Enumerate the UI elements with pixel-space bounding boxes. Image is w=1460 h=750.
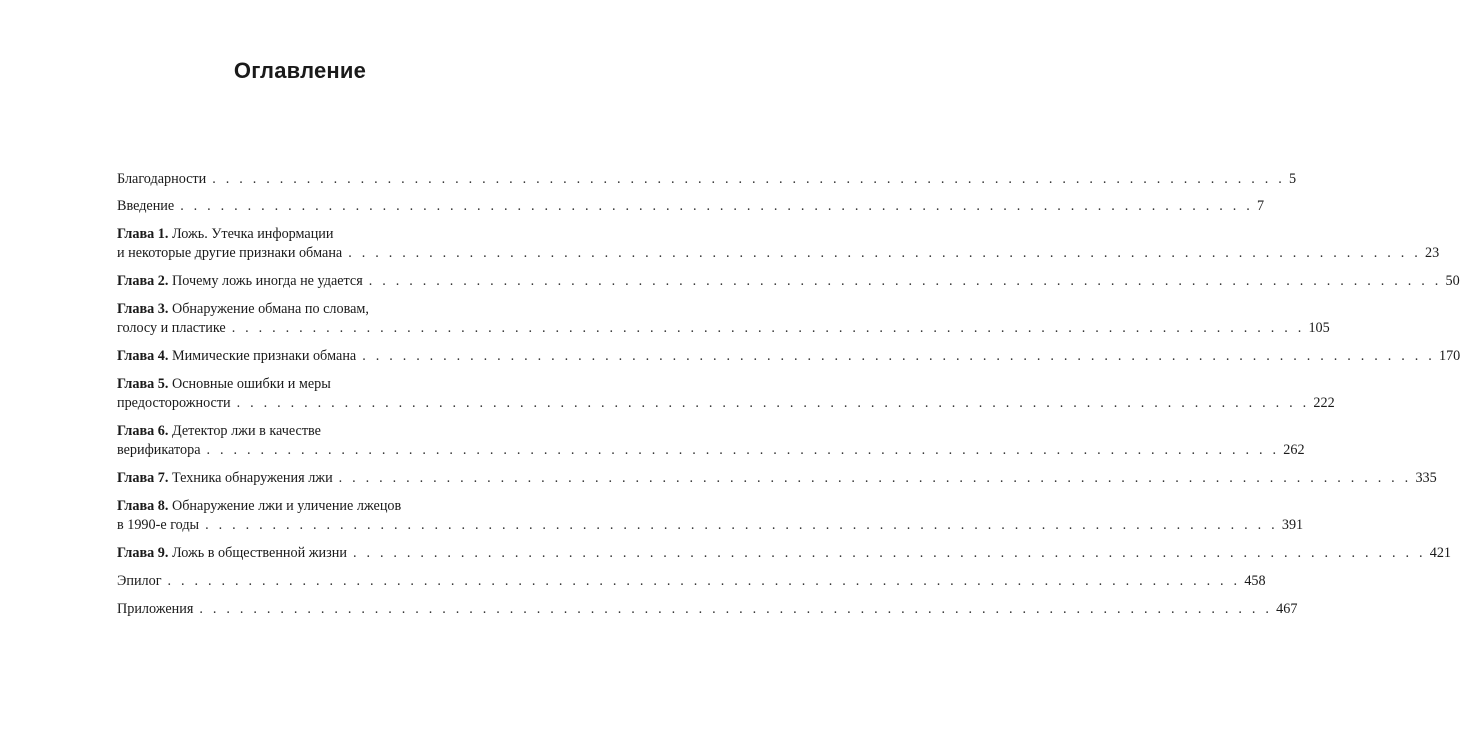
toc-line [117, 422, 470, 441]
toc-entry-title: голосу и пластике [117, 320, 226, 336]
page-number: 7 [1256, 198, 1265, 214]
toc-entry-title: предосторожности [117, 395, 231, 411]
toc-entry[interactable] [117, 600, 1298, 619]
toc-entry-title: в 1990-е годы [117, 517, 200, 533]
dot-leader: . . . . . . . . . . . . . . . . . . . . . . . . . . . . . . . . . . . . . . . . . . . . . . . . . . . . . . . . . . . . . . . . . . . . . . . . . . . . . . . . [180, 198, 1253, 214]
toc-line [117, 394, 1335, 413]
page-title: Оглавление [233, 58, 367, 83]
toc-line [117, 170, 1297, 189]
page-number: 467 [1276, 601, 1298, 617]
chapter-number: Глава 9. [117, 545, 169, 561]
page-number: 458 [1244, 573, 1266, 589]
dot-leader: . . . . . . . . . . . . . . . . . . . . . . . . . . . . . . . . . . . . . . . . . . . . . . . . . . . . . . . . . . . . . . . . . . . . . . . . . . . . . . . . [212, 171, 1285, 187]
dot-leader: . . . . . . . . . . . . . . . . . . . . . . . . . . . . . . . . . . . . . . . . . . . . . . . . . . . . . . . . . . . . . . . . . . . . . . . . . . . . . . . . [338, 470, 1412, 486]
toc-entry-title: Техника обнаружения лжи [171, 470, 333, 486]
toc-line [117, 300, 470, 319]
toc-entry[interactable] [117, 347, 1460, 366]
chapter-number: Глава 7. [117, 470, 169, 486]
page-number: 50 [1445, 273, 1460, 289]
toc-line [117, 244, 1440, 263]
toc-entry-title: верификатора [117, 442, 201, 458]
toc-line [117, 225, 470, 244]
chapter-number: Глава 2. [117, 273, 169, 289]
toc-entry-title: Основные ошибки и меры [171, 376, 331, 392]
page-number: 335 [1415, 470, 1437, 486]
toc-entry-title: Детектор лжи в качестве [171, 423, 321, 439]
dot-leader: . . . . . . . . . . . . . . . . . . . . . . . . . . . . . . . . . . . . . . . . . . . . . . . . . . . . . . . . . . . . . . . . . . . . . . . . . . . . . . . . [167, 573, 1241, 589]
chapter-number: Глава 5. [117, 376, 169, 392]
toc-line [117, 347, 1460, 366]
dot-leader: . . . . . . . . . . . . . . . . . . . . . . . . . . . . . . . . . . . . . . . . . . . . . . . . . . . . . . . . . . . . . . . . . . . . . . . . . . . . . . . . [236, 395, 1310, 411]
toc-entry-title: Ложь в общественной жизни [171, 545, 347, 561]
dot-leader: . . . . . . . . . . . . . . . . . . . . . . . . . . . . . . . . . . . . . . . . . . . . . . . . . . . . . . . . . . . . . . . . . . . . . . . . . . . . . . . . [206, 442, 1280, 458]
toc-entry[interactable] [117, 375, 1335, 413]
toc-entry[interactable] [117, 497, 1304, 535]
toc-entry-title: Введение [117, 198, 175, 214]
toc-entry-title: Благодарности [117, 171, 207, 187]
page-number: 262 [1283, 442, 1305, 458]
toc-line [117, 441, 1305, 460]
table-of-contents [117, 170, 1460, 619]
toc-entry[interactable] [117, 272, 1460, 291]
toc-entry[interactable] [117, 544, 1451, 563]
dot-leader: . . . . . . . . . . . . . . . . . . . . . . . . . . . . . . . . . . . . . . . . . . . . . . . . . . . . . . . . . . . . . . . . . . . . . . . . . . . . . . . . [352, 545, 1426, 561]
chapter-number: Глава 6. [117, 423, 169, 439]
toc-line [117, 272, 1460, 291]
toc-entry-title: Приложения [117, 601, 194, 617]
page-number: 105 [1308, 320, 1330, 336]
toc-line [117, 469, 1437, 488]
page-number: 421 [1429, 545, 1451, 561]
chapter-number: Глава 4. [117, 348, 169, 364]
dot-leader: . . . . . . . . . . . . . . . . . . . . . . . . . . . . . . . . . . . . . . . . . . . . . . . . . . . . . . . . . . . . . . . . . . . . . . . . . . . . . . . . [205, 517, 1278, 533]
chapter-number: Глава 1. [117, 226, 169, 242]
toc-line [117, 497, 470, 516]
toc-entry[interactable] [117, 225, 1440, 263]
toc-entry-title: Эпилог [117, 573, 162, 589]
toc-entry-title: Обнаружение обмана по словам, [171, 301, 369, 317]
page-number: 5 [1289, 171, 1297, 187]
toc-entry-title: Ложь. Утечка информации [171, 226, 334, 242]
chapter-number: Глава 3. [117, 301, 169, 317]
toc-line [117, 572, 1266, 591]
dot-leader: . . . . . . . . . . . . . . . . . . . . . . . . . . . . . . . . . . . . . . . . . . . . . . . . . . . . . . . . . . . . . . . . . . . . . . . . . . . . . . . . [231, 320, 1305, 336]
toc-line [117, 319, 1330, 338]
toc-entry-title: Мимические признаки обмана [171, 348, 357, 364]
toc-line [117, 375, 470, 394]
toc-entry[interactable] [117, 170, 1297, 189]
toc-entry[interactable] [117, 422, 1305, 460]
toc-line [117, 516, 1304, 535]
page-number: 23 [1424, 245, 1440, 261]
dot-leader: . . . . . . . . . . . . . . . . . . . . . . . . . . . . . . . . . . . . . . . . . . . . . . . . . . . . . . . . . . . . . . . . . . . . . . . . . . . . . . . . [368, 273, 1442, 289]
chapter-number: Глава 8. [117, 498, 169, 514]
page-number: 222 [1313, 395, 1335, 411]
toc-entry[interactable] [117, 572, 1266, 591]
dot-leader: . . . . . . . . . . . . . . . . . . . . . . . . . . . . . . . . . . . . . . . . . . . . . . . . . . . . . . . . . . . . . . . . . . . . . . . . . . . . . . . . [199, 601, 1273, 617]
toc-entry-title: Обнаружение лжи и уличение лжецов [171, 498, 402, 514]
page-number: 391 [1281, 517, 1304, 533]
toc-entry-title: Почему ложь иногда не удается [171, 273, 363, 289]
page-number: 170 [1438, 348, 1460, 364]
dot-leader: . . . . . . . . . . . . . . . . . . . . . . . . . . . . . . . . . . . . . . . . . . . . . . . . . . . . . . . . . . . . . . . . . . . . . . . . . . . . . . . . [362, 348, 1435, 364]
toc-entry[interactable] [117, 469, 1437, 488]
toc-line [117, 197, 1265, 216]
toc-entry[interactable] [117, 197, 1265, 216]
toc-line [117, 544, 1451, 563]
dot-leader: . . . . . . . . . . . . . . . . . . . . . . . . . . . . . . . . . . . . . . . . . . . . . . . . . . . . . . . . . . . . . . . . . . . . . . . . . . . . . . . . [348, 245, 1421, 261]
toc-entry-title: и некоторые другие признаки обмана [117, 245, 343, 261]
toc-entry[interactable] [117, 300, 1330, 338]
toc-line [117, 600, 1298, 619]
